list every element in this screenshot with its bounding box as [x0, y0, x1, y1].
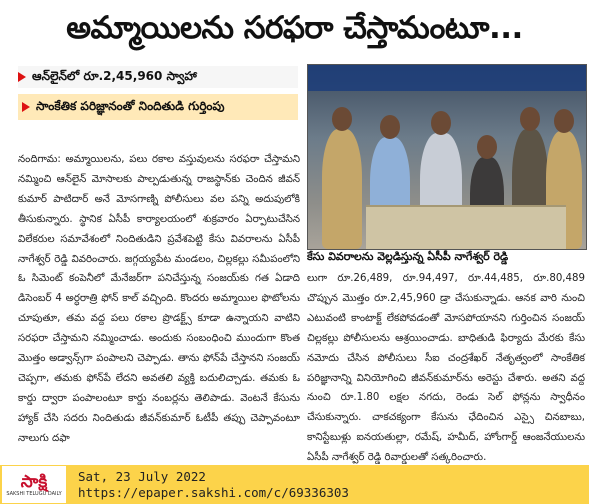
footer-bar — [0, 465, 589, 504]
logo-text: సాక్షి — [20, 471, 48, 492]
headline: అమ్మాయిలను సరఫరా చేస్తామంటూ... — [66, 9, 523, 46]
photo-desk — [366, 205, 566, 249]
logo-subtitle: SAKSHI TELUGU DAILY — [6, 490, 62, 497]
article-text: నందిగామ: అమ్మాయిలను, పలు రకాల వస్తువులను సరఫరా చేస్తామని నమ్మించి ఆన్‌లైన్ మోసాలకు పాల్పడుతున్న రాజస్థాన్‌కు చెందిన జీవన్ కుమార్ పాటిదార్ అనే మోసగాణ్ని పోలీసులు వల పన్ని అదుపులోకి తీసుకున్నారు. స్థానిక ఏసీపీ కార్యాలయంలో శుక్రవారం ఏర్పాటుచేసిన విలేకరుల సమావేశంలో నిందితుడిని ప్రవేశపెట్టి కేసు వివరాలను ఏసీపీ నాగేశ్వర్ రెడ్డి వివరించారు. జగ్గయ్యపేట మండలం, చిల్లకల్లు సమీపంలోని ఓ సిమెంట్ కంపెనీలో మేనేజర్‌గా పనిచేస్తున్న సంజయ్‌కు గత ఏడాది డిసెంబర్ 4 అర్ధరాత్రి ఫోన్ కాల్ వచ్చింది. కొందరు అమ్మాయిల ఫొటోలను చూపుతూ, తమ వద్ద పలు రకాల ప్రొడక్ట్స్ కూడా ఉన్నాయని వాటిని సరఫరా చేస్తామని నమ్మించాడు. అందుకు సంబంధించి ముందుగా కొంత మొత్తం అడ్వాన్స్‌గా పంపాలని చెప్పాడు. తాను ఫోన్‌పే చేస్తానని సంజయ్ చెప్పగా, తమకు ఫోన్‌పే లేదని అవతలి వ్యక్తి బదులిచ్చాడు. తమకు ఓ కార్డు ద్వారా పంపాలంటూ కార్డు నంబర్లను తెలిపాడు. వెంటనే కేసును హ్యాక్ చేసి సదరు నిందితుడు జీవన్‌కుమార్ ఓటీపీ తప్పు చెప్పావంటూ నాలుగు దఫా — [18, 154, 300, 444]
photo-person — [322, 129, 362, 249]
triangle-bullet-icon — [22, 102, 30, 112]
bullet-list — [18, 66, 298, 126]
article-column-left — [18, 150, 300, 449]
publication-date: Sat, 23 July 2022 — [78, 468, 206, 484]
triangle-bullet-icon — [18, 72, 26, 82]
photo-backdrop-banner — [308, 65, 586, 91]
footer-meta — [78, 469, 349, 501]
source-url-link[interactable]: https://epaper.sakshi.com/c/69336303 — [78, 484, 349, 500]
photo-caption: కేసు వివరాలను వెల్లడిస్తున్న ఏసీపీ నాగేశ్వర్ రెడ్డి — [307, 250, 509, 263]
bullet-text: ఆన్‌లైన్‌లో రూ.2,45,960 స్వాహా — [32, 68, 197, 83]
article-column-right — [307, 269, 585, 468]
article-text: లుగా రూ.26,489, రూ.94,497, రూ.44,485, రూ.80,489 చొప్పున మొత్తం రూ.2,45,960 డ్రా చేసుకున్నాడు. ఆనక వారి నుంచి ఎటువంటి కాంటాక్ట్ లేకపోవడంతో మోసపోయానని గుర్తించిన సంజయ్ చిల్లకల్లు పోలీసులను ఆశ్రయించాడు. బాధితుడి ఫిర్యాదు మేరకు కేసు నమోదు చేసిన పోలీసులు సీఐ చంద్రశేఖర్ నేతృత్వంలో సాంకేతిక పరిజ్ఞానాన్ని వినియోగించి జీవన్‌కుమార్‌ను అరెస్టు చేశారు. అతని వద్ద నుంచి రూ.1.80 లక్షల నగదు, రెండు సెల్ ఫోన్లను స్వాధీనం చేసుకున్నారు. చాకచక్యంగా కేసును ఛేదించిన ఎస్సై చినబాబు, కానిస్టేబుళ్లు ఐనయతుల్లా, రమేష్, హమీద్, హోంగార్డ్ ఆంజనేయులను ఏసీపీ నాగేశ్వర్ రెడ్డి రివార్డులతో సత్కరించారు. — [307, 273, 585, 464]
bullet-text: సాంకేతిక పరిజ్ఞానంతో నిందితుడి గుర్తింపు — [36, 98, 225, 113]
sakshi-logo[interactable] — [2, 466, 66, 503]
bullet-item — [18, 66, 298, 88]
bullet-item — [18, 94, 298, 120]
news-photo — [307, 64, 587, 250]
